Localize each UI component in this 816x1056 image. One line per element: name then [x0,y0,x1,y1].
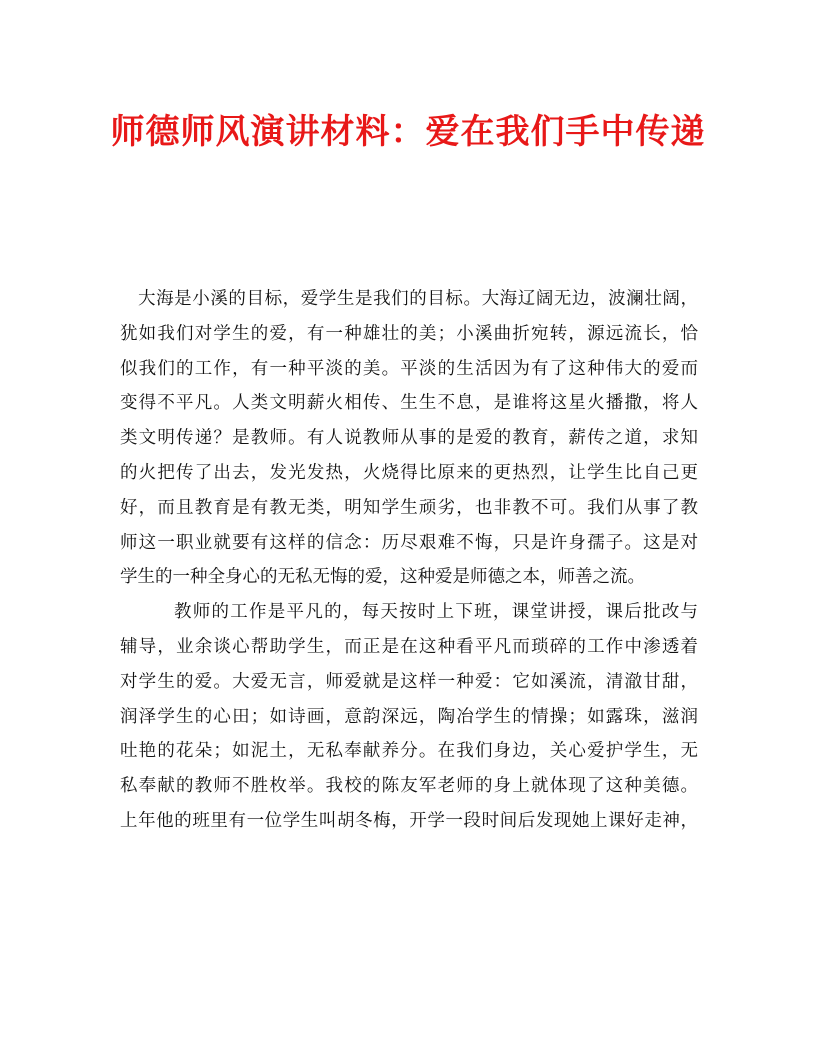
paragraph-line: 的火把传了出去，发光发热，火烧得比原来的更热烈，让学生比自己更 [120,462,698,483]
paragraph-line: 私奉献的教师不胜枚举。我校的陈友军老师的身上就体现了这种美德。 [120,776,698,797]
paragraph-line: 学生的一种全身心的无私无悔的爱，这种爱是师德之本，师善之流。 [120,567,645,588]
document-body [120,282,698,839]
paragraph-line: 似我们的工作，有一种平淡的美。平淡的生活因为有了这种伟大的爱而 [120,358,698,379]
paragraph-line: 上年他的班里有一位学生叫胡冬梅，开学一段时间后发现她上课好走神， [120,810,698,831]
paragraph-2 [120,595,698,839]
paragraph-line: 好，而且教育是有教无类，明知学生顽劣，也非教不可。我们从事了教 [120,497,698,518]
document-title: 师德师风演讲材料：爱在我们手中传递 [110,112,706,152]
paragraph-line: 辅导，业余谈心帮助学生，而正是在这种看平凡而琐碎的工作中渗透着 [120,636,698,657]
paragraph-line: 类文明传递？是教师。有人说教师从事的是爱的教育，薪传之道，求知 [120,428,698,449]
paragraph-line: 变得不平凡。人类文明薪火相传、生生不息，是谁将这星火播撒，将人 [120,393,698,414]
paragraph-line: 犹如我们对学生的爱，有一种雄壮的美；小溪曲折宛转，源远流长，恰 [120,323,698,344]
paragraph-line: 润泽学生的心田；如诗画，意韵深远，陶冶学生的情操；如露珠，滋润 [120,706,698,727]
paragraph-line: 教师的工作是平凡的，每天按时上下班，课堂讲授，课后批改与 [174,602,698,623]
paragraph-line: 吐艳的花朵；如泥土，无私奉献养分。在我们身边，关心爱护学生，无 [120,741,698,762]
paragraph-1 [120,282,698,595]
paragraph-line: 大海是小溪的目标，爱学生是我们的目标。大海辽阔无边，波澜壮阔， [138,289,698,309]
paragraph-line: 对学生的爱。大爱无言，师爱就是这样一种爱：它如溪流，清澈甘甜， [120,671,698,692]
paragraph-line: 师这一职业就要有这样的信念：历尽艰难不悔，只是许身孺子。这是对 [120,532,698,553]
